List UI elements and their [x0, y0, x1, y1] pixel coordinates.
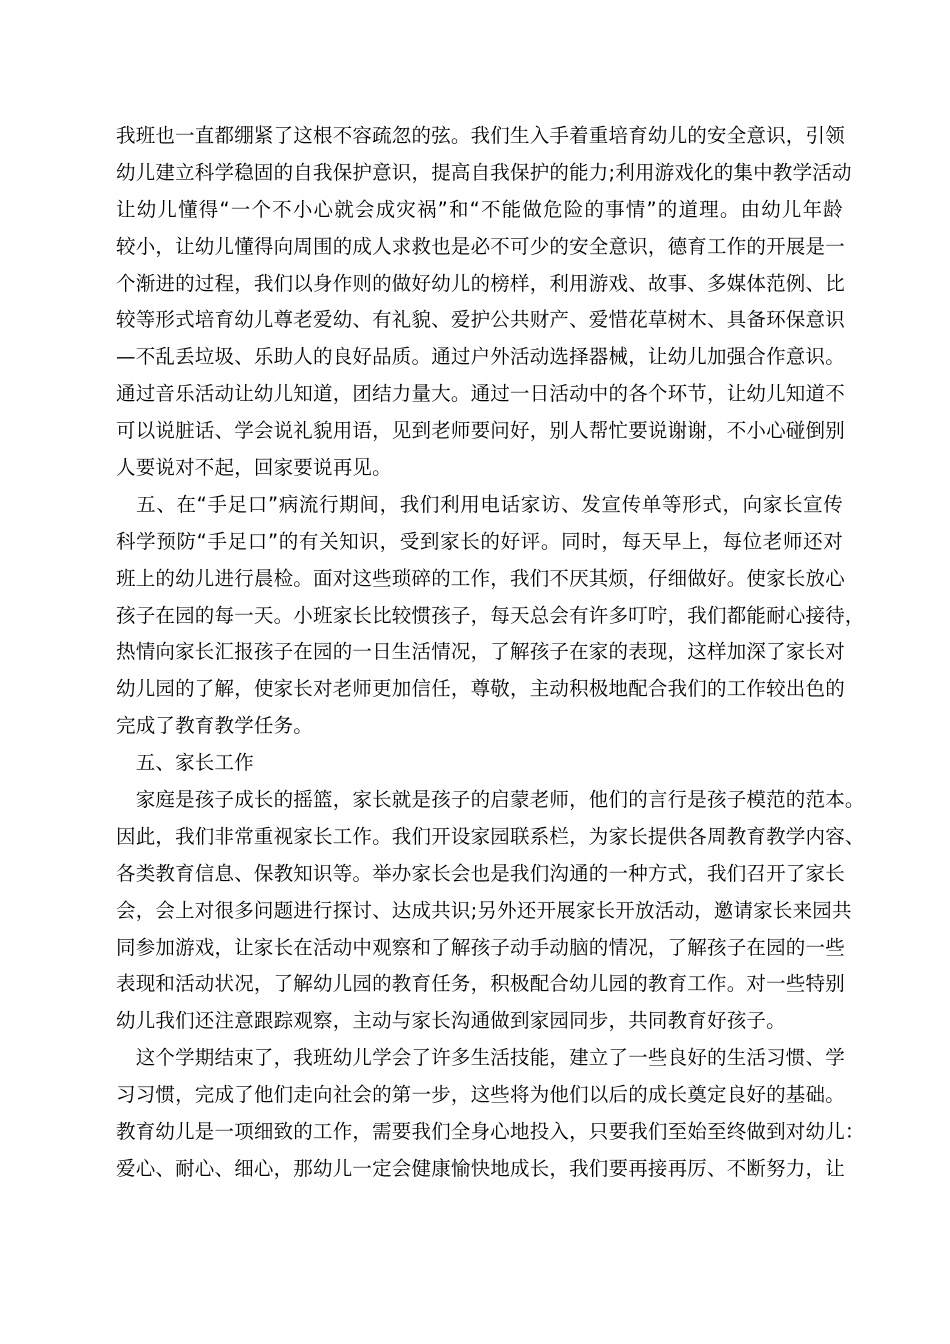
text-line: 较小，让幼儿懂得向周围的成人求救也是必不可少的安全意识，德育工作的开展是一	[116, 234, 845, 258]
text-line: 较等形式培育幼儿尊老爱幼、有礼貌、爱护公共财产、爱惜花草树木、具备环保意识	[116, 308, 845, 332]
text-line: 表现和活动状况，了解幼儿园的教育任务，积极配合幼儿园的教育工作。对一些特别	[116, 972, 845, 996]
text-line: 幼儿园的了解，使家长对老师更加信任，尊敬，主动积极地配合我们的工作较出色的	[116, 677, 845, 701]
text-line: 完成了教育教学任务。	[116, 714, 314, 738]
document-body	[116, 118, 865, 1188]
text-line: 幼儿建立科学稳固的自我保护意识，提高自我保护的能力;利用游戏化的集中教学活动	[116, 160, 852, 184]
section-heading: 五、家长工作	[116, 751, 254, 775]
text-line: 热情向家长汇报孩子在园的一日生活情况，了解孩子在家的表现，这样加深了家长对	[116, 640, 845, 664]
text-line: 教育幼儿是一项细致的工作，需要我们全身心地投入，只要我们至始至终做到对幼儿：	[116, 1120, 865, 1144]
text-line: 个渐进的过程，我们以身作则的做好幼儿的榜样，利用游戏、故事、多媒体范例、比	[116, 271, 845, 295]
text-line: 班上的幼儿进行晨检。面对这些琐碎的工作，我们不厌其烦，仔细做好。使家长放心	[116, 566, 845, 590]
text-line: 科学预防“手足口”的有关知识，受到家长的好评。同时，每天早上，每位老师还对	[116, 529, 843, 553]
text-line: 爱心、耐心、细心，那幼儿一定会健康愉快地成长，我们要再接再厉、不断努力，让	[116, 1156, 845, 1180]
text-line: 通过音乐活动让幼儿知道，团结力量大。通过一日活动中的各个环节，让幼儿知道不	[116, 382, 845, 406]
text-line: 这个学期结束了，我班幼儿学会了许多生活技能，建立了一些良好的生活习惯、学	[116, 1046, 845, 1070]
text-line: 孩子在园的每一天。小班家长比较惯孩子，每天总会有许多叮咛，我们都能耐心接待，	[116, 603, 865, 627]
text-line: 幼儿我们还注意跟踪观察，主动与家长沟通做到家园同步，共同教育好孩子。	[116, 1009, 786, 1033]
text-line: 家庭是孩子成长的摇篮，家长就是孩子的启蒙老师，他们的言行是孩子模范的范本。	[116, 788, 865, 812]
text-line: 各类教育信息、保教知识等。举办家长会也是我们沟通的一种方式，我们召开了家长	[116, 861, 845, 885]
text-line: 我班也一直都绷紧了这根不容疏忽的弦。我们生入手着重培育幼儿的安全意识，引领	[116, 124, 845, 147]
text-line: 人要说对不起，回家要说再见。	[116, 456, 392, 480]
text-line: 同参加游戏，让家长在活动中观察和了解孩子动手动脑的情况，了解孩子在园的一些	[116, 935, 845, 959]
text-line: 可以说脏话、学会说礼貌用语，见到老师要问好，别人帮忙要说谢谢，不小心碰倒别	[116, 419, 845, 443]
text-line: 会，会上对很多问题进行探讨、达成共识;另外还开展家长开放活动，邀请家长来园共	[116, 898, 852, 922]
text-line: —不乱丢垃圾、乐助人的良好品质。通过户外活动选择器械，让幼儿加强合作意识。	[116, 345, 845, 369]
text-line: 因此，我们非常重视家长工作。我们开设家园联系栏，为家长提供各周教育教学内容、	[116, 824, 865, 848]
text-line: 习习惯，完成了他们走向社会的第一步，这些将为他们以后的成长奠定良好的基础。	[116, 1083, 845, 1107]
text-line: 让幼儿懂得“一个不小心就会成灾祸”和“不能做危险的事情”的道理。由幼儿年龄	[116, 197, 843, 221]
text-line: 五、在“手足口”病流行期间，我们利用电话家访、发宣传单等形式，向家长宣传	[116, 492, 843, 516]
